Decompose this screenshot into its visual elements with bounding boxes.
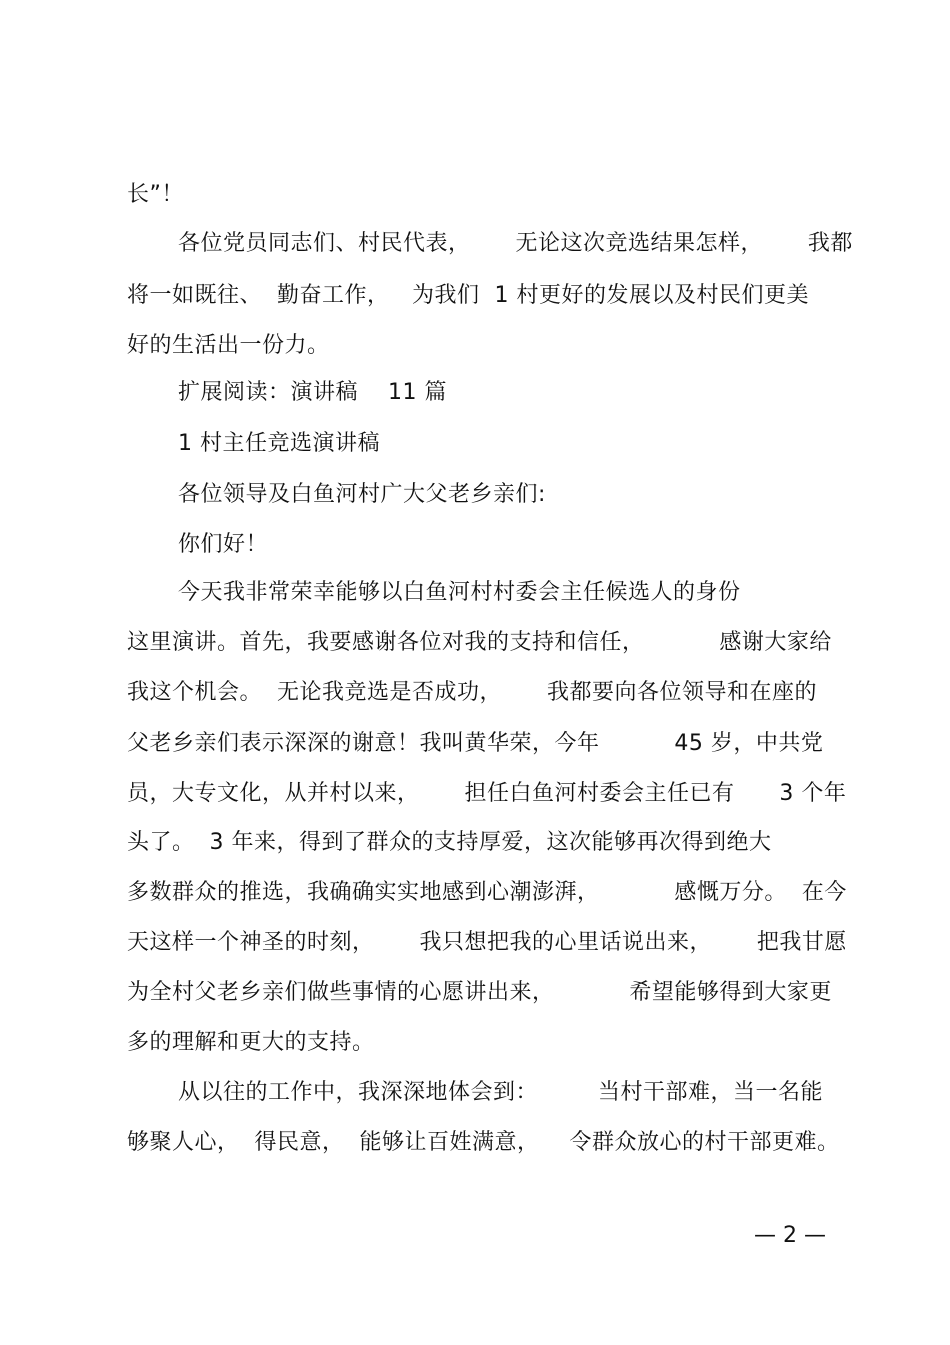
text-line: 今天我非常荣幸能够以白鱼河村村委会主任候选人的身份: [178, 580, 741, 605]
text-line: 头了。 3 年来，得到了群众的支持厚爱，这次能够再次得到绝大: [127, 830, 772, 855]
text-line: 长”！: [127, 182, 184, 207]
text-line: 我这个机会。 无论我竞选是否成功， 我都要向各位领导和在座的: [127, 680, 817, 705]
text-line: 父老乡亲们表示深深的谢意！我叫黄华荣，今年 45 岁，中共党: [127, 731, 824, 756]
page-number: — 2 —: [754, 1223, 826, 1248]
text-line: 这里演讲。首先，我要感谢各位对我的支持和信任， 感谢大家给: [127, 630, 832, 655]
text-line: 够聚人心， 得民意， 能够让百姓满意， 令群众放心的村干部更难。: [127, 1130, 840, 1155]
text-line: 从以往的工作中，我深深地体会到： 当村干部难，当一名能: [178, 1080, 823, 1105]
text-line: 天这样一个神圣的时刻， 我只想把我的心里话说出来， 把我甘愿: [127, 930, 847, 955]
text-line: 1 村主任竞选演讲稿: [178, 431, 380, 456]
text-line: 好的生活出一份力。: [127, 333, 330, 358]
text-line: 为全村父老乡亲们做些事情的心愿讲出来， 希望能够得到大家更: [127, 980, 832, 1005]
text-line: 将一如既往、 勤奋工作， 为我们 1 村更好的发展以及村民们更美: [127, 283, 809, 308]
text-line: 扩展阅读：演讲稿 11 篇: [178, 380, 447, 405]
text-line: 各位党员同志们、村民代表， 无论这次竞选结果怎样， 我都: [178, 231, 853, 256]
text-line: 多的理解和更大的支持。: [127, 1030, 375, 1055]
text-line: 多数群众的推选，我确确实实地感到心潮澎湃， 感慨万分。 在今: [127, 880, 847, 905]
text-line: 员，大专文化，从并村以来， 担任白鱼河村委会主任已有 3 个年: [127, 781, 847, 806]
text-line: 你们好！: [178, 532, 269, 557]
text-line: 各位领导及白鱼河村广大父老乡亲们:: [178, 482, 546, 507]
